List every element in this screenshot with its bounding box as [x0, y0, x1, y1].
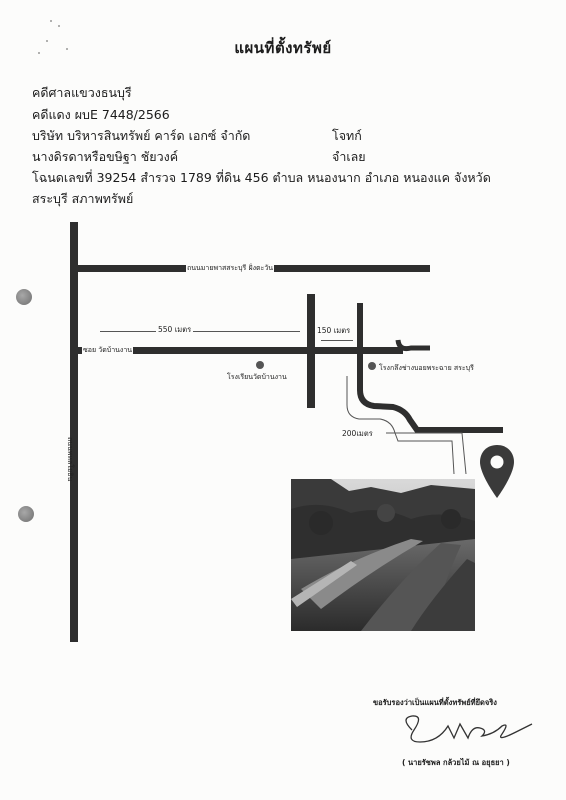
province-line: สระบุรี สภาพทรัพย์ — [32, 191, 134, 206]
red-case-number: คดีแดง ผบE 7448/2566 — [32, 107, 170, 122]
distance-label-150: 150 เมตร — [317, 326, 351, 335]
school-marker — [256, 361, 264, 369]
plaintiff-name: บริษัท บริหารสินทรัพย์ คาร์ด เอกซ์ จำกัด — [32, 128, 251, 143]
distance-label-200: 200เมตร — [342, 429, 373, 438]
distance-line-550 — [100, 331, 300, 332]
main-road-label: ถนนพหลโยธิน — [66, 437, 74, 482]
factory-label: โรงกลึงช่างบอยพระฉาย สระบุรี — [379, 364, 474, 372]
signature — [398, 712, 538, 748]
signer-name: ( นายรัชพล กล้วยไม้ ณ อยุธยา ) — [402, 758, 510, 767]
school-label: โรงเรียนวัดบ้านงาน — [227, 373, 287, 381]
factory-marker — [368, 362, 376, 370]
defendant-role: จำเลย — [332, 149, 366, 164]
property-photo — [291, 479, 475, 631]
page-title: แผนที่ตั้งทรัพย์ — [234, 39, 332, 57]
soi-road-label: ซอย วัดบ้านงาน — [83, 346, 133, 354]
top-road-label: ถนนมายพาสสระบุรี ฝั่งตะวัน — [187, 264, 274, 272]
plaintiff-role: โจทก์ — [332, 128, 362, 143]
defendant-name: นางดิรดาหรือขษิฐา ชัยวงค์ — [32, 149, 179, 164]
distance-line-150 — [321, 340, 353, 341]
distance-label-550: 550 เมตร — [158, 325, 192, 334]
court-name: คดีศาลแขวงธนบุรี — [32, 85, 132, 100]
location-pin-icon — [478, 444, 516, 500]
certification-text: ขอรับรองว่าเป็นแผนที่ตั้งทรัพย์ที่ยึดจริง — [373, 698, 497, 707]
deed-details: โฉนดเลขที่ 39254 สำรวจ 1789 ที่ดิน 456 ตำบล หนองนาก อำเภอ หนองแค จังหวัด — [32, 170, 491, 185]
